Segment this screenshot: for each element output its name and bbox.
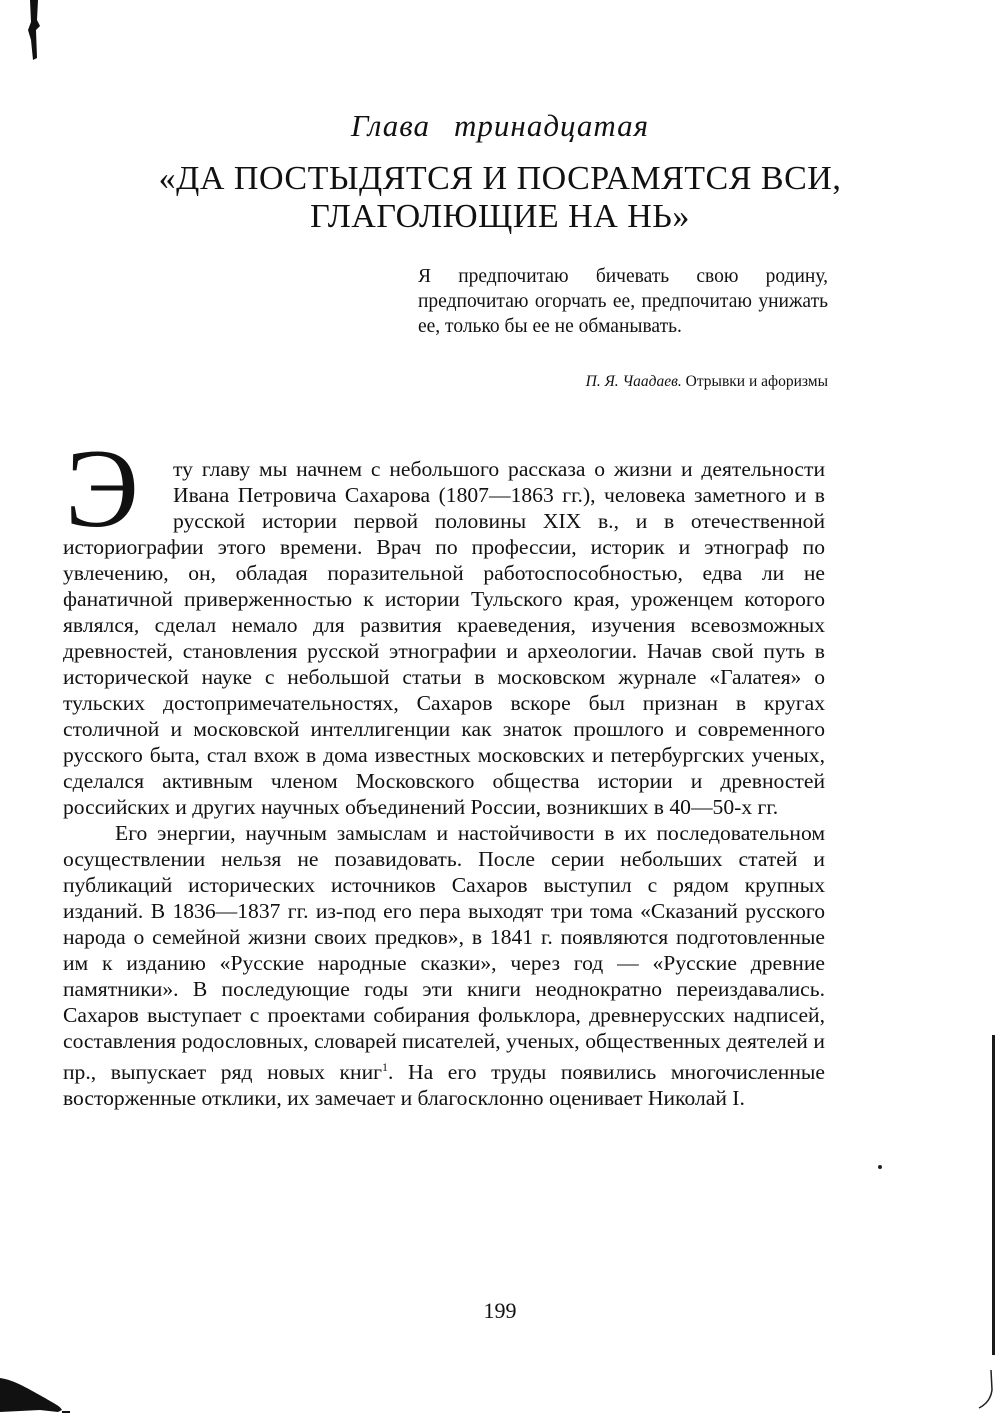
chapter-title-line-2: ГЛАГОЛЮЩИЕ НА НЬ» (310, 198, 690, 235)
epigraph-text: Я предпочитаю бичевать свою родину, предпочитаю огорчать ее, предпочитаю унижать ее, только бы ее не обманывать. (418, 266, 828, 337)
page-number: 199 (483, 1298, 517, 1323)
drop-cap-glyph: Э (65, 438, 139, 538)
scan-mark-bottom-right (975, 1370, 995, 1410)
paragraph-2 (63, 820, 825, 1111)
chapter-label (0, 108, 1000, 144)
scan-mark-bottom-left (0, 1368, 70, 1415)
chapter-title-line-1: «ДА ПОСТЫДЯТСЯ И ПОСРАМЯТСЯ ВСИ, (158, 160, 842, 197)
paragraph-1: ту главу мы начнем с небольшого рассказа о жизни и деятельности Ивана Петровича Сахарова (1807—1863 гг.), человека заметного и в русской истории первой половины XIX в., и в отечественной историографии этого времени. Врач по профессии, историк и этнограф по увлечению, он, обладая поразительной работоспособностью, едва ли не фанатичной приверженностью к истории Тульского края, уроженцем которого являлся, сделал немало для развития краеведения, изучения всевозможных древностей, становления русской этнографии и археологии. Начав свой путь в исторической науке с небольшой статьи в московском журнале «Галатея» о тульских достопримечательностях, Сахаров вскоре был признан в кругах столичной и московской интеллигенции как знаток прошлого и современного русского быта, стал вхож в дома известных московских и петербургских ученых, сделался активным членом Московского общества истории и древностей российских и других научных объединений России, возникших в 40—50-х гг. (63, 457, 825, 819)
chapter-title (90, 160, 910, 236)
paragraph-2-text-a: Его энергии, научным замыслам и настойчивости в их последовательном осуществлении нельзя не позавидовать. После серии небольших статей и публикаций исторических источников Сахаров выступил с рядом крупных изданий. В 1836—1837 гг. из-под его пера выходят три тома «Сказаний русского народа о семейной жизни своих предков», в 1841 г. появляются подготовленные им к изданию «Русские народные сказки», через год — «Русские древние памятники». В последующие годы эти книги неоднократно переиздавались. Сахаров выступает с проектами собирания фольклора, древнерусских надписей, составления родословных, словарей писателей, ученых, общественных деятелей и пр., выпускает ряд новых книг (63, 821, 825, 1084)
chapter-number-word: тринадцатая (454, 108, 650, 143)
epigraph-author: П. Я. Чаадаев. (585, 373, 682, 390)
chapter-label-word: Глава (350, 108, 431, 143)
epigraph-source-title: Отрывки и афоризмы (685, 373, 828, 390)
footnote-reference[interactable]: 1 (382, 1060, 389, 1074)
epigraph-attribution (418, 373, 828, 391)
paragraph-2-text-b: . На его труды появились многочисленные восторженные отклики, их замечает и благосклонно оценивает Николай I. (63, 1060, 825, 1110)
body-text (63, 456, 825, 1111)
scan-dot (878, 1165, 882, 1169)
scan-mark-top-left (24, 0, 42, 60)
